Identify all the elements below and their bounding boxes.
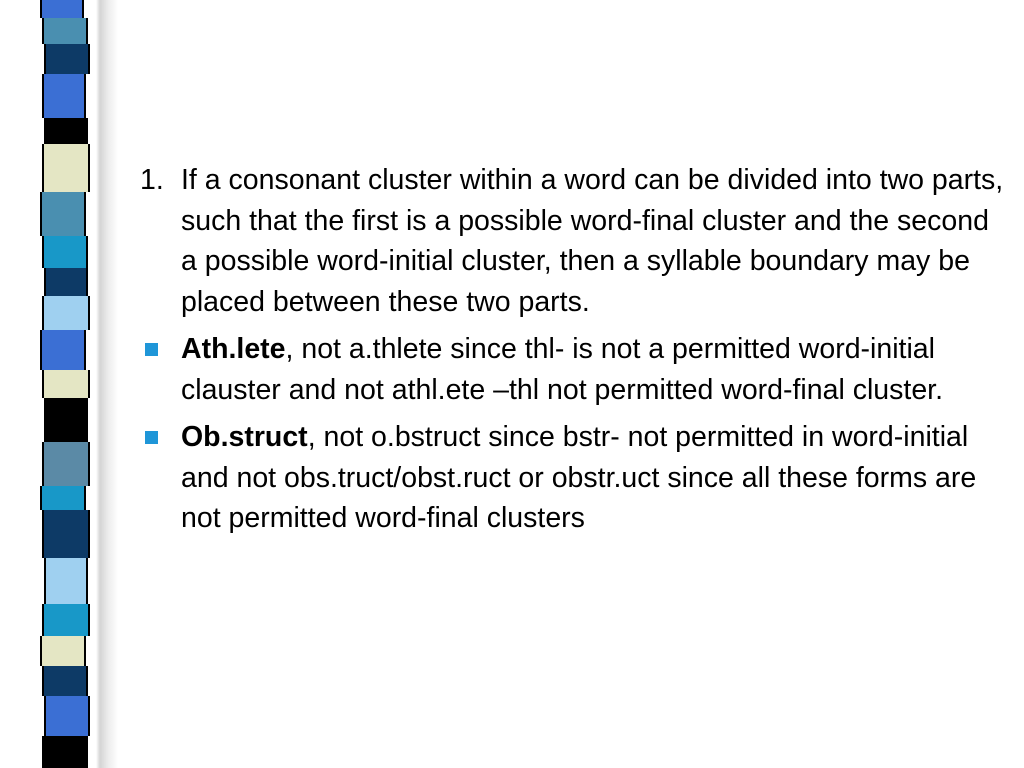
bullet-item [140,417,1004,539]
strip-segment [42,18,88,44]
strip-segment [40,192,86,236]
strip-segment [44,118,88,144]
strip-segment [42,370,90,398]
strip-segment [44,398,88,442]
strip-segment [42,510,90,558]
strip-segment [40,636,86,666]
strip-segment [40,486,86,510]
strip-segment [42,604,90,636]
decorative-side-strip [36,0,96,768]
square-bullet-icon [145,431,158,444]
strip-segment [42,74,86,118]
item-number: 1. [140,164,164,196]
strip-segment [42,736,88,768]
bullet-text: , not a.thlete since thl- is not a permitted word-initial clauster and not athl.ete –thl not permitted word-final cluster. [181,333,943,406]
numbered-item [140,160,1004,322]
bullet-item [140,329,1004,410]
slide-content [140,160,1004,539]
bullet-text: , not o.bstruct since bstr- not permitted in word-initial and not obs.truct/obst.ruct or obstr.uct since all these forms are not permitted word-final clusters [181,421,977,534]
bullet-term: Ob.struct [181,421,308,453]
strip-segment [44,558,88,604]
strip-segment [40,0,84,18]
strip-segment [42,442,90,486]
strip-segment [44,268,88,296]
strip-segment [42,296,90,330]
strip-segment [42,144,90,192]
strip-segment [44,696,90,736]
numbered-item-text: If a consonant cluster within a word can be divided into two parts, such that the first is a possible word-final cluster and the second a possible word-initial cluster, then a syllable boundary may be placed between these two parts. [181,164,1004,318]
square-bullet-icon [145,343,158,356]
strip-segment [40,330,86,370]
strip-segment [42,666,88,696]
bullet-term: Ath.lete [181,333,286,365]
strip-segment [44,44,90,74]
strip-segment [42,236,88,268]
